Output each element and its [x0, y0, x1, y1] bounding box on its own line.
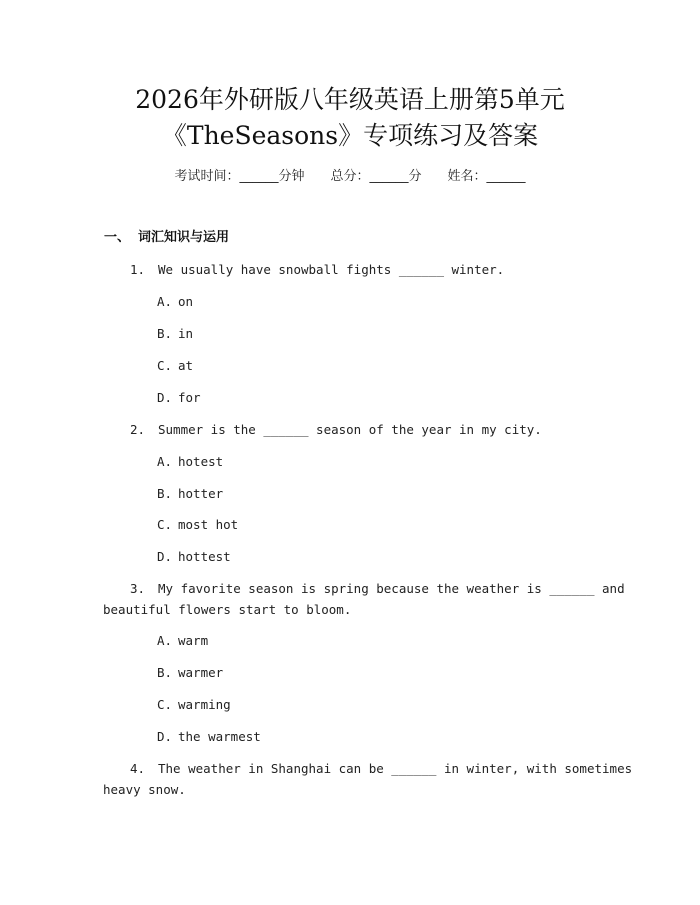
option-letter: C. [157, 517, 173, 532]
section-number: 一、 [104, 230, 131, 245]
exam-meta [0, 168, 700, 186]
q1-option-b[interactable] [157, 325, 193, 343]
question-4 [130, 760, 632, 778]
q3-option-b[interactable] [157, 664, 223, 682]
option-letter: A. [157, 294, 173, 309]
option-letter: D. [157, 390, 173, 405]
option-text: warmer [178, 665, 224, 680]
option-letter: A. [157, 454, 173, 469]
option-letter: C. [157, 697, 173, 712]
document-title-line2: 《TheSeasons》专项练习及答案 [161, 121, 539, 150]
exam-time-label: 考试时间：______分钟 [174, 169, 305, 184]
section-title: 词汇知识与运用 [138, 230, 230, 245]
option-text: warming [178, 697, 231, 712]
question-3 [130, 580, 625, 598]
option-text: hottest [178, 549, 231, 564]
option-text: at [178, 358, 194, 373]
option-text: hotter [178, 486, 224, 501]
question-text: Summer is the ______ season of the year in my city. [158, 422, 542, 437]
section-heading [104, 229, 229, 247]
question-text: The weather in Shanghai can be ______ in winter, with sometimes [158, 761, 633, 776]
option-text: warm [178, 633, 209, 648]
question-2 [130, 421, 542, 439]
question-4-continued: heavy snow. [103, 782, 186, 797]
option-letter: D. [157, 549, 173, 564]
option-text: on [178, 294, 194, 309]
option-letter: C. [157, 358, 173, 373]
q2-option-b[interactable] [157, 485, 223, 503]
q2-option-c[interactable] [157, 516, 238, 534]
q3-option-c[interactable] [157, 696, 231, 714]
option-letter: D. [157, 729, 173, 744]
q1-option-a[interactable] [157, 293, 193, 311]
question-number: 3. [130, 581, 146, 596]
option-letter: B. [157, 326, 173, 341]
question-text: My favorite season is spring because the weather is ______ and [158, 581, 625, 596]
total-score-label: 总分：______分 [330, 169, 422, 184]
q3-option-d[interactable] [157, 728, 261, 746]
option-letter: B. [157, 665, 173, 680]
question-number: 1. [130, 262, 146, 277]
q3-option-a[interactable] [157, 632, 208, 650]
option-text: for [178, 390, 201, 405]
option-text: most hot [178, 517, 239, 532]
option-letter: A. [157, 633, 173, 648]
q1-option-d[interactable] [157, 389, 201, 407]
option-letter: B. [157, 486, 173, 501]
question-1 [130, 261, 504, 279]
student-name-label: 姓名：______ [447, 169, 526, 184]
option-text: the warmest [178, 729, 261, 744]
option-text: in [178, 326, 194, 341]
document-title-line1: 2026年外研版八年级英语上册第5单元 [135, 85, 565, 114]
q2-option-d[interactable] [157, 548, 231, 566]
option-text: hotest [178, 454, 224, 469]
question-number: 2. [130, 422, 146, 437]
question-number: 4. [130, 761, 146, 776]
question-text: We usually have snowball fights ______ winter. [158, 262, 505, 277]
q1-option-c[interactable] [157, 357, 193, 375]
question-3-continued: beautiful flowers start to bloom. [103, 602, 352, 617]
q2-option-a[interactable] [157, 453, 223, 471]
